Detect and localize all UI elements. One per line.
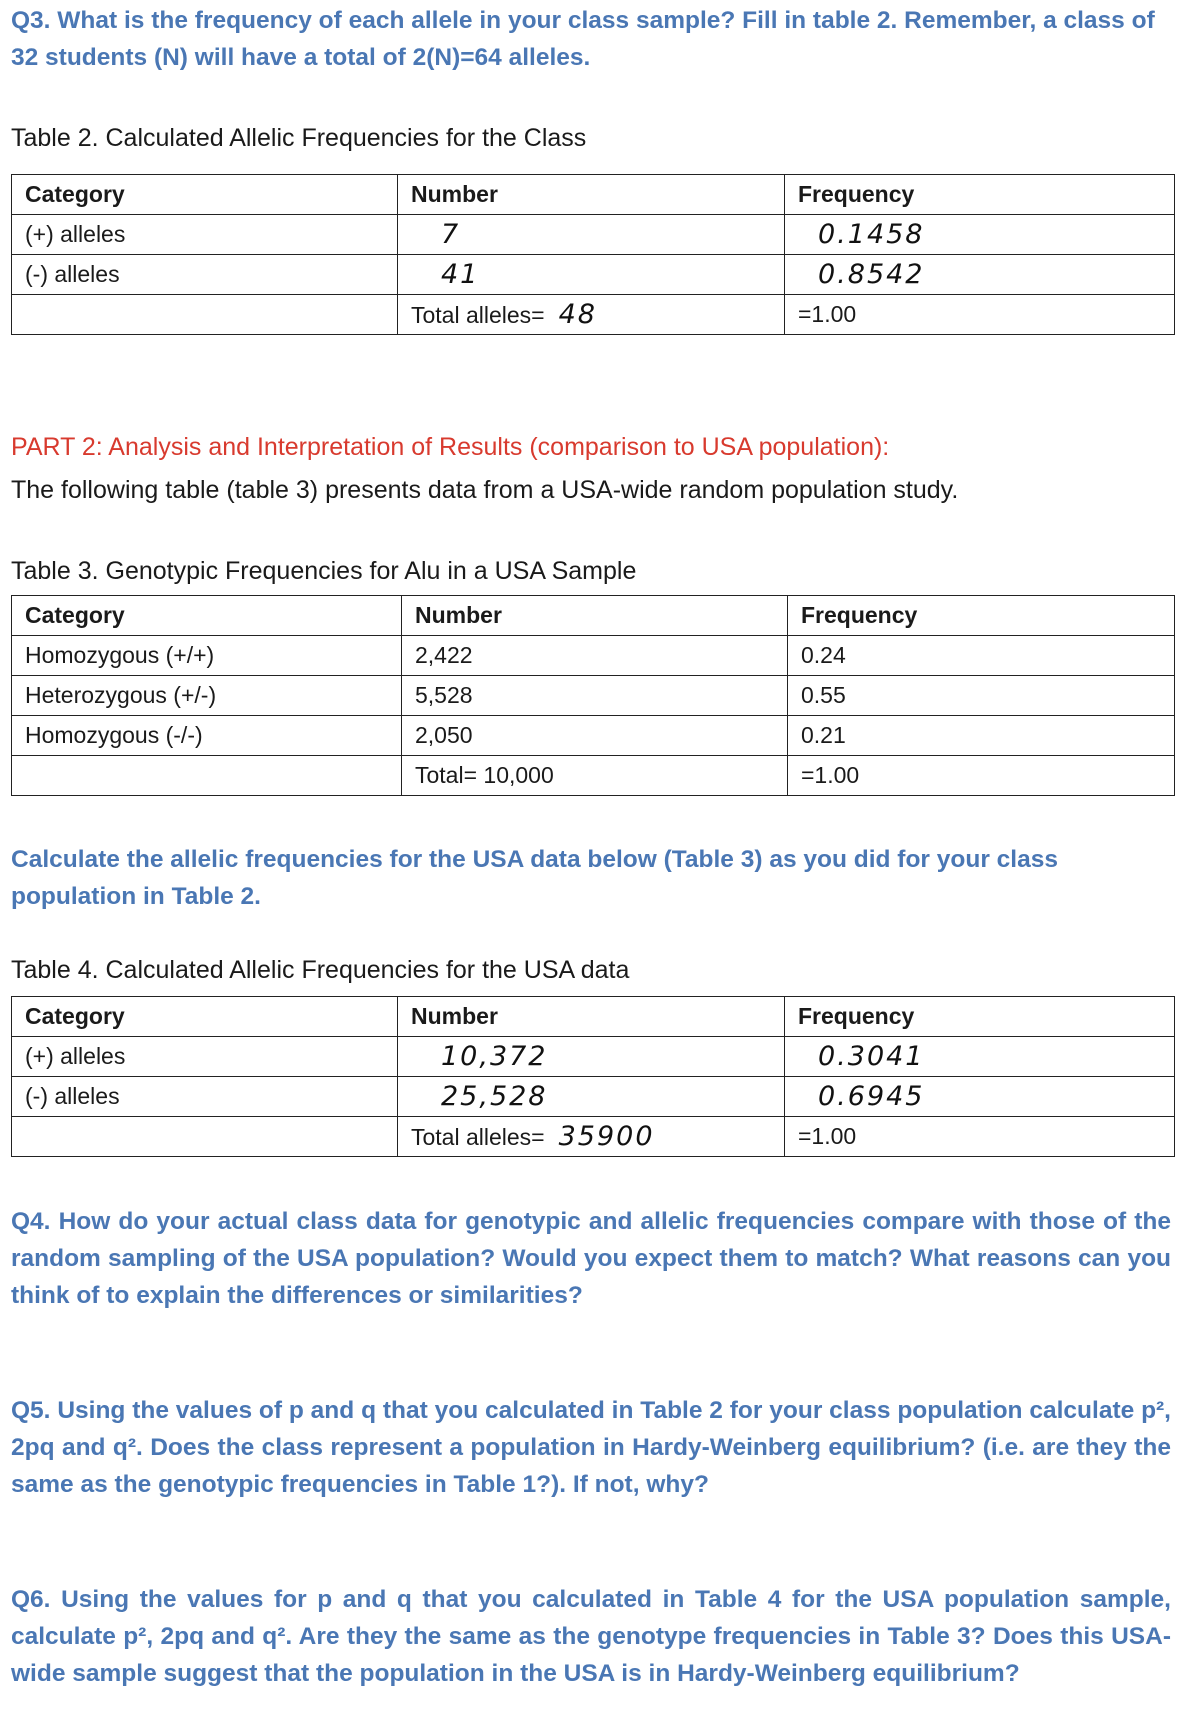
total-frequency-cell: =1.00 (785, 1117, 1175, 1157)
category-cell: Heterozygous (+/-) (12, 676, 402, 716)
header-number: Number (402, 596, 788, 636)
header-frequency: Frequency (788, 596, 1175, 636)
frequency-cell: 0.24 (788, 636, 1175, 676)
table-row (12, 1077, 1175, 1117)
frequency-cell[interactable] (785, 215, 1175, 255)
table-header-row (12, 175, 1175, 215)
total-label: Total alleles= (411, 302, 545, 328)
table-total-row (12, 1117, 1175, 1157)
category-cell: (-) alleles (12, 255, 398, 295)
table-row (12, 676, 1175, 716)
number-cell[interactable] (398, 255, 785, 295)
table-header-row (12, 596, 1175, 636)
table-row (12, 1037, 1175, 1077)
handwritten-frequency: 0.3041 (818, 1041, 925, 1072)
handwritten-frequency: 0.8542 (818, 259, 925, 290)
table-2-caption: Table 2. Calculated Allelic Frequencies for the Class (11, 124, 587, 152)
question-3: Q3. What is the frequency of each allele in your class sample? Fill in table 2. Remember, a class of 32 students (N) will have a total of 2(N)=64 alleles. (11, 7, 1155, 71)
handwritten-total: 35900 (558, 1121, 655, 1152)
total-frequency-cell: =1.00 (785, 295, 1175, 335)
category-cell: Homozygous (+/+) (12, 636, 402, 676)
handwritten-number: 10,372 (441, 1041, 548, 1072)
table-row (12, 716, 1175, 756)
header-category: Category (12, 175, 398, 215)
part-2-heading: PART 2: Analysis and Interpretation of Results (comparison to USA population): (11, 433, 890, 461)
table-total-row (12, 295, 1175, 335)
calculation-instruction: Calculate the allelic frequencies for the USA data below (Table 3) as you did for your class population in Table 2. (11, 846, 1058, 910)
number-cell[interactable] (398, 215, 785, 255)
table-3-caption: Table 3. Genotypic Frequencies for Alu in a USA Sample (11, 557, 637, 585)
header-number: Number (398, 175, 785, 215)
handwritten-number: 25,528 (441, 1081, 548, 1112)
header-category: Category (12, 997, 398, 1037)
frequency-cell[interactable] (785, 1037, 1175, 1077)
category-cell: Homozygous (-/-) (12, 716, 402, 756)
frequency-cell: 0.21 (788, 716, 1175, 756)
header-category: Category (12, 596, 402, 636)
frequency-cell: 0.55 (788, 676, 1175, 716)
number-cell: 2,422 (402, 636, 788, 676)
handwritten-frequency: 0.6945 (818, 1081, 925, 1112)
header-frequency: Frequency (785, 175, 1175, 215)
handwritten-number: 41 (441, 259, 480, 290)
total-cell[interactable] (398, 1117, 785, 1157)
handwritten-number: 7 (441, 219, 461, 250)
table-row (12, 636, 1175, 676)
table-4 (11, 996, 1175, 1157)
empty-cell (12, 295, 398, 335)
empty-cell (12, 756, 402, 796)
table-2 (11, 174, 1175, 335)
part-2-intro: The following table (table 3) presents data from a USA-wide random population study. (11, 476, 959, 504)
number-cell[interactable] (398, 1037, 785, 1077)
frequency-cell[interactable] (785, 1077, 1175, 1117)
table-row (12, 255, 1175, 295)
table-header-row (12, 997, 1175, 1037)
category-cell: (-) alleles (12, 1077, 398, 1117)
total-frequency-cell: =1.00 (788, 756, 1175, 796)
category-cell: (+) alleles (12, 215, 398, 255)
frequency-cell[interactable] (785, 255, 1175, 295)
number-cell[interactable] (398, 1077, 785, 1117)
handwritten-frequency: 0.1458 (818, 219, 925, 250)
header-frequency: Frequency (785, 997, 1175, 1037)
table-4-caption: Table 4. Calculated Allelic Frequencies for the USA data (11, 956, 630, 984)
header-number: Number (398, 997, 785, 1037)
table-total-row (12, 756, 1175, 796)
number-cell: 5,528 (402, 676, 788, 716)
category-cell: (+) alleles (12, 1037, 398, 1077)
total-label: Total alleles= (411, 1124, 545, 1150)
question-5: Q5. Using the values of p and q that you calculated in Table 2 for your class population calculate p², 2pq and q². Does the class represent a population in Hardy-Weinberg equilibrium? (i.e. are they the same as the genotypic frequencies in Table 1?). If not, why? (11, 1397, 1171, 1498)
total-cell: Total= 10,000 (402, 756, 788, 796)
total-cell[interactable] (398, 295, 785, 335)
table-3 (11, 595, 1175, 796)
empty-cell (12, 1117, 398, 1157)
question-6: Q6. Using the values for p and q that you calculated in Table 4 for the USA population sample, calculate p², 2pq and q². Are they the same as the genotype frequencies in Table 3? Does this USA-wide sample suggest that the population in the USA is in Hardy-Weinberg equilibrium? (11, 1586, 1171, 1687)
question-4: Q4. How do your actual class data for genotypic and allelic frequencies compare with those of the random sampling of the USA population? Would you expect them to match? What reasons can you think of to explain the differences or similarities? (11, 1208, 1171, 1309)
handwritten-total: 48 (558, 299, 597, 330)
number-cell: 2,050 (402, 716, 788, 756)
table-row (12, 215, 1175, 255)
